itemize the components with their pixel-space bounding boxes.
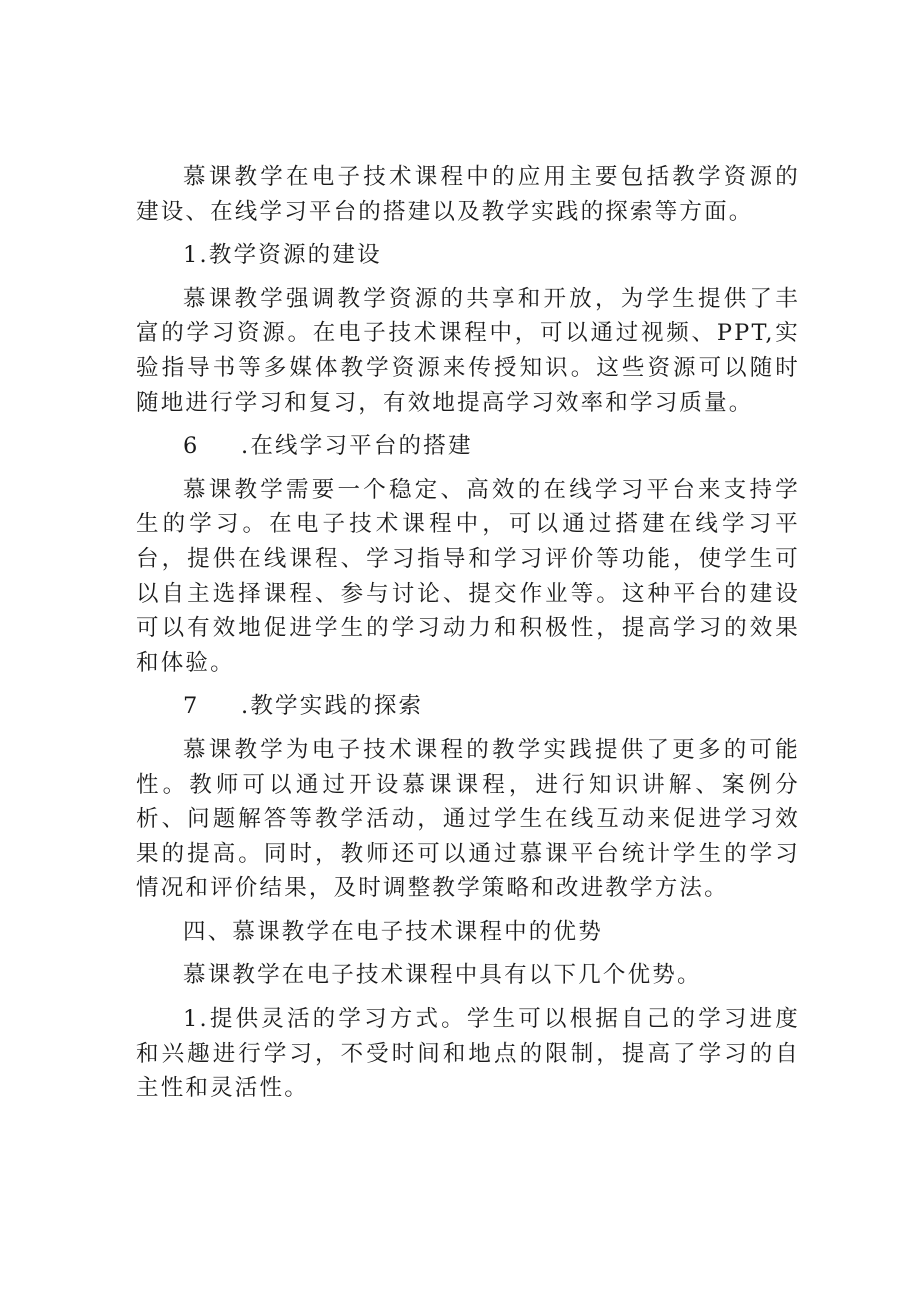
heading-number: 6 (183, 433, 200, 460)
heading-teaching-resources: 1.教学资源的建设 (183, 242, 382, 269)
paragraph-teaching-practice: 慕课教学为电子技术课程的教学实践提供了更多的可能性。教师可以通过开设慕课课程，进行知识讲解、案例分析、问题解答等教学活动，通过学生在线互动来促进学习效果的提高。同时，教师还可以通过慕课平台统计学生的学习情况和评价结果，及时调整教学策略和改进教学方法。 (136, 736, 800, 902)
heading-number: 7 (183, 693, 200, 720)
heading-text: .在线学习平台的搭建 (241, 433, 473, 460)
paragraph-teaching-resources: 慕课教学强调教学资源的共享和开放，为学生提供了丰富的学习资源。在电子技术课程中，可以通过视频、PPT,实验指导书等多媒体教学资源来传授知识。这些资源可以随时随地进行学习和复习，有效地提高学习效率和学习质量。 (136, 285, 800, 416)
heading-section-four-advantages: 四、慕课教学在电子技术课程中的优势 (183, 918, 603, 945)
paragraph-advantages-intro: 慕课教学在电子技术课程中具有以下几个优势。 (183, 962, 702, 989)
paragraph-mooc-application-intro: 慕课教学在电子技术课程中的应用主要包括教学资源的建设、在线学习平台的搭建以及教学实践的探索等方面。 (136, 164, 800, 225)
heading-text: .教学实践的探索 (241, 693, 424, 720)
paragraph-advantage-flexible-learning: 1.提供灵活的学习方式。学生可以根据自己的学习进度和兴趣进行学习，不受时间和地点的限制，提高了学习的自主性和灵活性。 (136, 1006, 800, 1102)
heading-online-platform (136, 429, 800, 464)
heading-teaching-practice (136, 689, 800, 724)
document-body (136, 160, 800, 1115)
paragraph-online-platform: 慕课教学需要一个稳定、高效的在线学习平台来支持学生的学习。在电子技术课程中，可以通过搭建在线学习平台，提供在线课程、学习指导和学习评价等功能，使学生可以自主选择课程、参与讨论、提交作业等。这种平台的建设可以有效地促进学生的学习动力和积极性，提高学习的效果和体验。 (136, 476, 800, 676)
